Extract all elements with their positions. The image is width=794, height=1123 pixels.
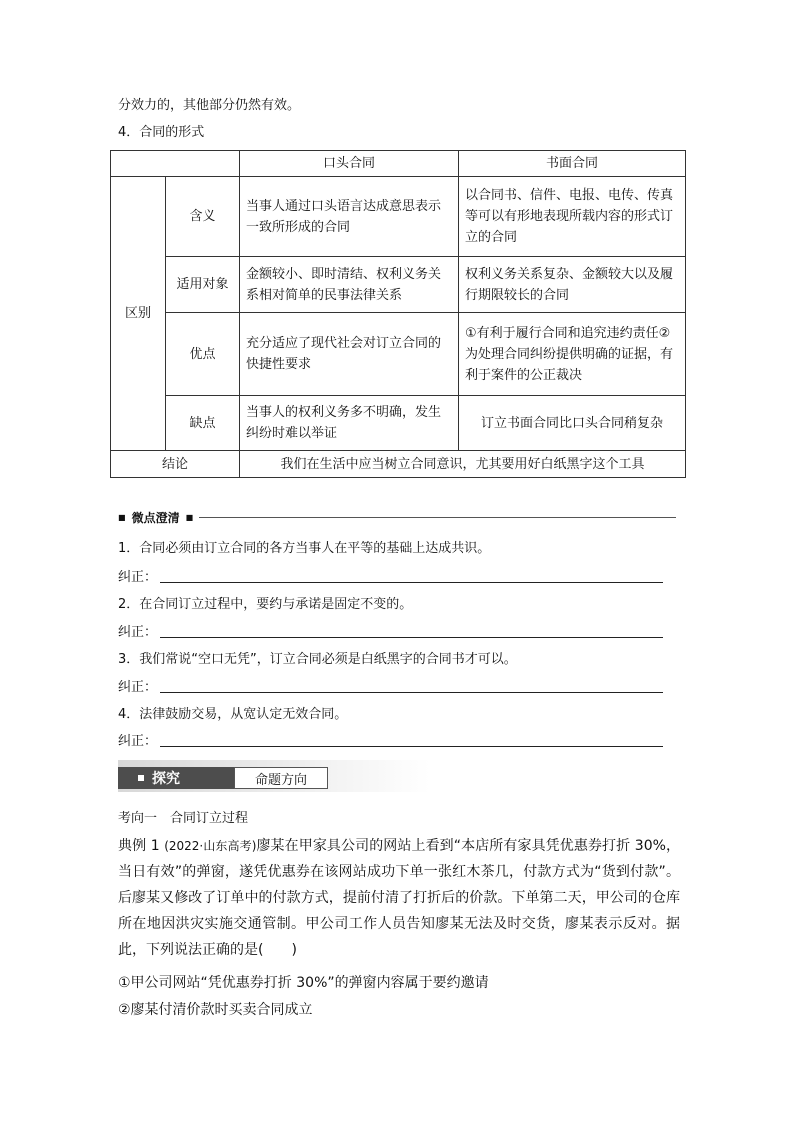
header-blank bbox=[111, 151, 240, 177]
row-label: 优点 bbox=[166, 313, 240, 396]
row-label: 缺点 bbox=[166, 396, 240, 451]
oral-cell: 充分适应了现代社会对订立合同的快捷性要求 bbox=[240, 313, 459, 396]
option-item: ②廖某付清价款时买卖合同成立 bbox=[118, 1002, 313, 1018]
example-question bbox=[118, 833, 680, 963]
oral-cell: 金额较小、即时清结、权利义务关系相对简单的民事法律关系 bbox=[240, 257, 459, 313]
continued-text: 分效力的，其他部分仍然有效。 bbox=[118, 98, 301, 113]
correction-label: 纠正： bbox=[118, 570, 158, 585]
row-label: 适用对象 bbox=[166, 257, 240, 313]
group-label: 区别 bbox=[111, 177, 166, 451]
square-bullet-icon: ■ bbox=[185, 513, 194, 522]
correction-label: 纠正： bbox=[118, 734, 158, 749]
banner-explore bbox=[118, 767, 236, 789]
written-cell: 以合同书、信件、电报、电传、传真等可以有形地表现所载内容的形式订立的合同 bbox=[459, 177, 686, 257]
clarify-item: 2．在合同订立过程中，要约与承诺是固定不变的。 bbox=[118, 597, 413, 612]
correction-label: 纠正： bbox=[118, 625, 158, 640]
square-bullet-icon: ■ bbox=[118, 513, 126, 522]
oral-cell: 当事人的权利义务多不明确，发生纠纷时难以举证 bbox=[240, 396, 459, 451]
correction-answer-line[interactable] bbox=[160, 691, 663, 693]
clarify-item: 3．我们常说“空口无凭”，订立合同必须是白纸黑字的合同书才可以。 bbox=[118, 652, 517, 667]
example-text: 廖某在甲家具公司的网站上看到“本店所有家具凭优惠券打折 30%，当日有效”的弹窗，遂凭优惠券在该网站成功下单一张红木茶几，付款方式为“货到付款”。后廖某又修改了订单中的付款方式，提前付清了打折后的价款。下单第二天，甲公司的仓库所在地因洪灾实施交通管制。甲公司工作人员告知廖某无法及时交货，廖某表示反对。据此，下列说法正确的是( ) bbox=[118, 838, 680, 958]
written-cell: 权利义务关系复杂、金额较大以及履行期限较长的合同 bbox=[459, 257, 686, 313]
option-item: ①甲公司网站“凭优惠券打折 30%”的弹窗内容属于要约邀请 bbox=[118, 975, 489, 991]
header-oral: 口头合同 bbox=[240, 151, 459, 177]
table-row bbox=[111, 396, 686, 451]
banner-explore-label: 探究 bbox=[152, 771, 180, 787]
clarify-item: 1．合同必须由订立合同的各方当事人在平等的基础上达成共识。 bbox=[118, 541, 491, 556]
conclusion-row bbox=[111, 451, 686, 478]
correction-answer-line[interactable] bbox=[160, 581, 663, 583]
table-row bbox=[111, 257, 686, 313]
conclusion-label: 结论 bbox=[111, 451, 240, 478]
banner-direction bbox=[234, 767, 328, 789]
square-bullet-icon bbox=[138, 775, 144, 781]
oral-cell: 当事人通过口头语言达成意思表示一致所形成的合同 bbox=[240, 177, 459, 257]
example-source: (2022·山东高考) bbox=[164, 839, 257, 853]
table-row bbox=[111, 177, 686, 257]
direction-heading: 考向一 合同订立过程 bbox=[118, 811, 249, 826]
written-cell: 订立书面合同比口头合同稍复杂 bbox=[459, 396, 686, 451]
table-header-row bbox=[111, 151, 686, 177]
written-cell: ①有利于履行合同和追究违约责任②为处理合同纠纷提供明确的证据，有利于案件的公正裁决 bbox=[459, 313, 686, 396]
clarify-title: 微点澄清 bbox=[131, 511, 180, 525]
table-row bbox=[111, 313, 686, 396]
correction-answer-line[interactable] bbox=[160, 745, 663, 747]
correction-answer-line[interactable] bbox=[160, 636, 663, 638]
row-label: 含义 bbox=[166, 177, 240, 257]
correction-label: 纠正： bbox=[118, 680, 158, 695]
contract-form-table bbox=[110, 150, 686, 478]
section-title: 4．合同的形式 bbox=[118, 125, 205, 140]
divider-line bbox=[199, 517, 676, 518]
example-label: 典例 1 bbox=[118, 838, 160, 854]
conclusion-text: 我们在生活中应当树立合同意识，尤其要用好白纸黑字这个工具 bbox=[240, 451, 686, 478]
banner-direction-label: 命题方向 bbox=[254, 772, 307, 788]
clarify-item: 4．法律鼓励交易，从宽认定无效合同。 bbox=[118, 707, 348, 722]
header-written: 书面合同 bbox=[459, 151, 686, 177]
clarify-divider bbox=[118, 509, 676, 526]
